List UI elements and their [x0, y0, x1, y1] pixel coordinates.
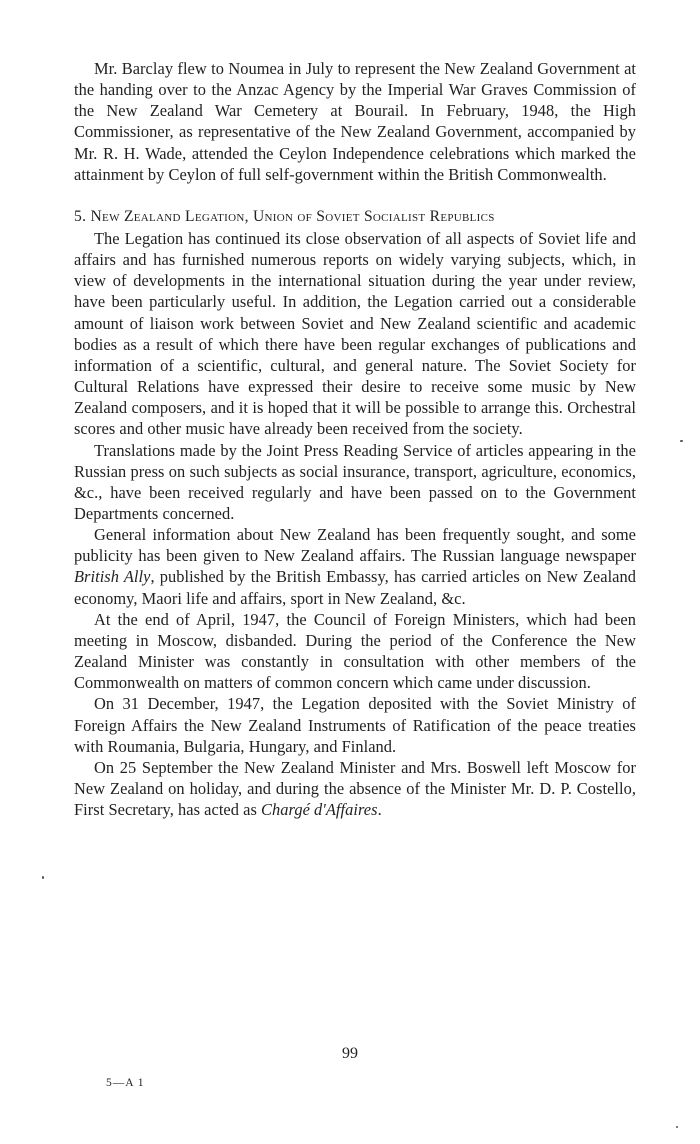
paragraph-minister-holiday: [74, 757, 636, 820]
scan-speck: [676, 1126, 678, 1128]
paragraph-general-information: [74, 524, 636, 609]
text-segment: .: [377, 800, 382, 820]
text-segment: , published by the British Embassy, has carried articles on New Zealand economy, Maori life and affairs, sport in New Zealand, &c.: [74, 567, 636, 608]
paragraph-ratification: On 31 December, 1947, the Legation deposited with the Soviet Ministry of Foreign Affairs the New Zealand Instruments of Ratification of the peace treaties with Roumania, Bulgaria, Hungary, and Finland.: [74, 694, 636, 756]
document-page: [74, 58, 636, 820]
section-heading: 5. New Zealand Legation, Union of Soviet Socialist Republics: [74, 207, 495, 225]
text-segment: General information about New Zealand has been frequently sought, and some publicity has been given to New Zealand affairs. The Russian language newspaper: [74, 525, 636, 566]
paragraph-council-of-ministers: At the end of April, 1947, the Council of Foreign Ministers, which had been meeting in Moscow, disbanded. During the period of the Conference the New Zealand Minister was constantly in consultation with other members of the Commonwealth on matters of common concern which came under discussion.: [74, 609, 636, 693]
page-number: 99: [342, 1045, 358, 1062]
intro-paragraph: Mr. Barclay flew to Noumea in July to represent the New Zealand Government at the handing over to the Anzac Agency by the Imperial War Graves Commission of the New Zealand War Cemetery at Bourail. In February, 1948, the High Commissioner, as representative of the New Zealand Government, accompanied by Mr. R. H. Wade, attended the Ceylon Independence celebrations which marked the attainment by Ceylon of full self-government within the British Commonwealth.: [74, 59, 636, 184]
title-italic: Chargé d'Affaires: [261, 800, 378, 820]
paragraph-press-translations: Translations made by the Joint Press Reading Service of articles appearing in the Russian press on such subjects as social insurance, transport, agriculture, economics, &c., have been received regularly and have been passed on to the Government Departments concerned.: [74, 440, 636, 523]
scan-speck: [680, 440, 683, 442]
text-segment: On 25 September the New Zealand Minister and Mrs. Boswell left Moscow for New Zealand on holiday, and during the absence of the Minister Mr. D. P. Costello, First Secretary, has acted as: [74, 757, 636, 820]
printer-signature-mark: 5—A 1: [106, 1077, 145, 1089]
paragraph-legation-observation: The Legation has continued its close observation of all aspects of Soviet life and affairs and has furnished numerous reports on widely varying subjects, which, in view of developments in the international situation during the year under review, have been particularly useful. In addition, the Legation carried out a considerable amount of liaison work between Soviet and New Zealand scientific and academic bodies as a result of which there have been regular exchanges of publications and information of a scientific, cultural, and general nature. The Soviet Society for Cultural Relations have expressed their desire to receive some music by New Zealand composers, and it is hoped that it will be possible to arrange this. Orchestral scores and other music have already been received from the society.: [74, 228, 636, 439]
scan-speck: [42, 876, 44, 879]
newspaper-title: British Ally: [74, 567, 151, 587]
